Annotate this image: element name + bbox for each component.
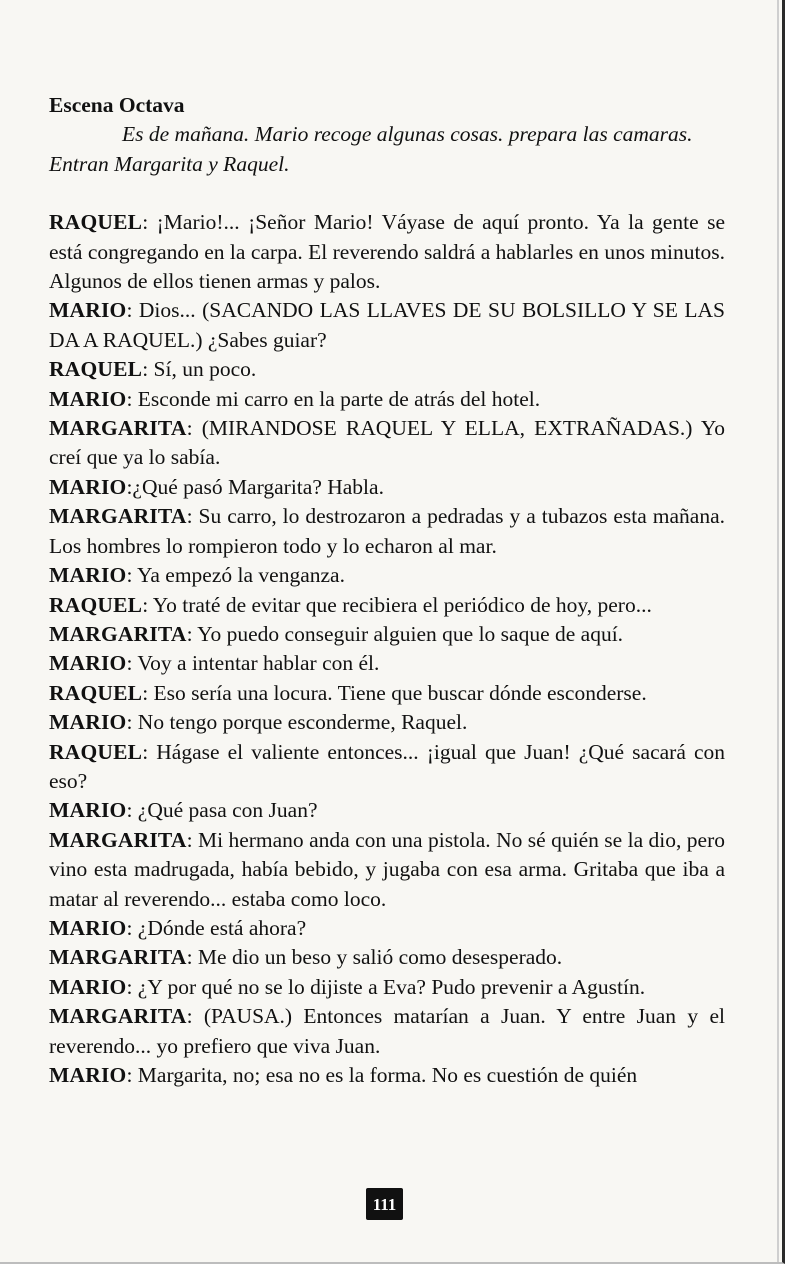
speaker-name: MARGARITA — [49, 621, 187, 646]
dialogue-line — [49, 914, 725, 943]
dialogue-text: (MIRANDOSE RAQUEL Y ELLA, EXTRAÑADAS.) Yo creí que ya lo sabía. — [49, 416, 725, 470]
speaker-name: MARIO — [49, 1063, 127, 1087]
dialogue-line — [49, 679, 725, 708]
speaker-name: RAQUEL — [49, 357, 143, 382]
dialogue-text: Voy a intentar hablar con él. — [137, 651, 380, 676]
page-number: 111 — [366, 1188, 403, 1220]
speaker-separator: : — [142, 592, 153, 617]
speaker-name: MARGARITA — [49, 416, 187, 441]
dialogue-text: Esconde mi carro en la parte de atrás del hotel. — [137, 386, 541, 411]
dialogue-text: ¿Qué pasó Margarita? Habla. — [132, 474, 384, 499]
speaker-name: MARGARITA — [49, 504, 187, 529]
dialogue-line — [49, 1061, 725, 1090]
speaker-name: RAQUEL — [49, 739, 143, 764]
dialogue-text: Mi hermano anda con una pistola. No sé quién se la dio, pero vino esta madrugada, había bebido, y jugaba con esa arma. Gritaba que iba a matar al reverendo... estaba como loco. — [49, 827, 725, 911]
speaker-separator: : — [126, 915, 138, 940]
speaker-separator: : — [126, 298, 139, 323]
dialogue-line — [49, 649, 725, 678]
speaker-name: MARGARITA — [49, 945, 187, 970]
dialogue-line — [49, 385, 725, 414]
dialogue-text: Dios... (SACANDO LAS LLAVES DE SU BOLSILLO Y SE LAS DA A RAQUEL.) ¿Sabes guiar? — [49, 298, 725, 352]
speaker-name: MARIO — [49, 298, 127, 323]
speaker-separator: : — [142, 357, 154, 382]
speaker-separator: : — [142, 739, 157, 764]
stage-direction: Es de mañana. Mario recoge algunas cosas. prepara las camaras. Entran Margarita y Raquel. — [49, 122, 693, 176]
dialogue-line — [49, 708, 725, 737]
speaker-separator: : — [126, 974, 138, 999]
speaker-name: MARIO — [49, 798, 127, 823]
dialogue-text: ¿Y por qué no se lo dijiste a Eva? Pudo prevenir a Agustín. — [137, 974, 646, 999]
speaker-separator: : — [186, 621, 198, 646]
speaker-separator: : — [126, 563, 137, 588]
dialogue-line — [49, 973, 725, 1002]
dialogue-text: Su carro, lo destrozaron a pedradas y a tubazos esta mañana. Los hombres lo rompieron todo y lo echaron al mar. — [49, 504, 725, 558]
speaker-separator: : — [126, 386, 138, 411]
dialogue-line — [49, 355, 725, 384]
dialogue-line — [49, 296, 725, 355]
dialogue-line — [49, 473, 725, 502]
speaker-separator: : — [142, 210, 157, 235]
speaker-name: MARIO — [49, 915, 127, 940]
dialogue-line — [49, 826, 725, 914]
dialogue-text: Ya empezó la venganza. — [137, 563, 345, 588]
dialogue-line — [49, 561, 725, 590]
dialogue-line — [49, 796, 725, 825]
dialogue-text: ¡Mario!... ¡Señor Mario! Váyase de aquí pronto. Ya la gente se está congregando en la carpa. El reverendo saldrá a hablarles en unos minutos. Algunos de ellos tienen armas y palos. — [49, 210, 725, 294]
page-content — [49, 91, 725, 1090]
speaker-separator: : — [186, 827, 198, 852]
dialogue-text: No tengo porque esconderme, Raquel. — [137, 710, 468, 735]
dialogue-text: Yo traté de evitar que recibiera el periódico de hoy, pero... — [152, 592, 652, 617]
speaker-separator: : — [186, 1004, 204, 1029]
dialogue-text: Yo puedo conseguir alguien que lo saque de aquí. — [197, 621, 624, 646]
speaker-separator: : — [126, 710, 138, 735]
dialogue-text: Eso sería una locura. Tiene que buscar dónde esconderse. — [153, 680, 647, 705]
speaker-separator: : — [186, 416, 202, 441]
speaker-separator: : — [126, 1063, 138, 1087]
dialogue-text: (PAUSA.) Entonces matarían a Juan. Y entre Juan y el reverendo... yo prefiero que viva Juan. — [49, 1004, 725, 1058]
speaker-name: MARGARITA — [49, 827, 187, 852]
speaker-name: RAQUEL — [49, 592, 143, 617]
speaker-name: MARIO — [49, 563, 127, 588]
dialogue-text: Sí, un poco. — [153, 357, 257, 382]
dialogue-text: ¿Qué pasa con Juan? — [137, 798, 318, 823]
dialogue-line — [49, 943, 725, 972]
speaker-name: RAQUEL — [49, 680, 143, 705]
speaker-separator: : — [142, 680, 154, 705]
speaker-name: RAQUEL — [49, 210, 143, 235]
speaker-name: MARIO — [49, 974, 127, 999]
speaker-separator: : — [126, 651, 138, 676]
dialogue-line — [49, 620, 725, 649]
dialogue-line — [49, 738, 725, 797]
speaker-separator: : — [186, 945, 198, 970]
speaker-name: MARIO — [49, 710, 127, 735]
speaker-separator: : — [186, 504, 199, 529]
dialogue-line — [49, 1002, 725, 1061]
dialogue-text: Hágase el valiente entonces... ¡igual que Juan! ¿Qué sacará con eso? — [49, 739, 725, 793]
dialogue-text: Me dio un beso y salió como desesperado. — [197, 945, 563, 970]
dialogue-line — [49, 591, 725, 620]
speaker-name: MARGARITA — [49, 1004, 187, 1029]
dialogue-line — [49, 414, 725, 473]
speaker-name: MARIO — [49, 651, 127, 676]
speaker-name: MARIO — [49, 386, 127, 411]
dialogue-text: Margarita, no; esa no es la forma. No es cuestión de quién — [137, 1063, 638, 1087]
speaker-separator: : — [126, 798, 138, 823]
scene-heading: Escena Octava — [49, 93, 185, 117]
dialogue-line — [49, 208, 725, 296]
speaker-name: MARIO — [49, 474, 127, 499]
dialogue-line — [49, 502, 725, 561]
speaker-separator: : — [126, 474, 133, 499]
dialogue-text: ¿Dónde está ahora? — [137, 915, 307, 940]
